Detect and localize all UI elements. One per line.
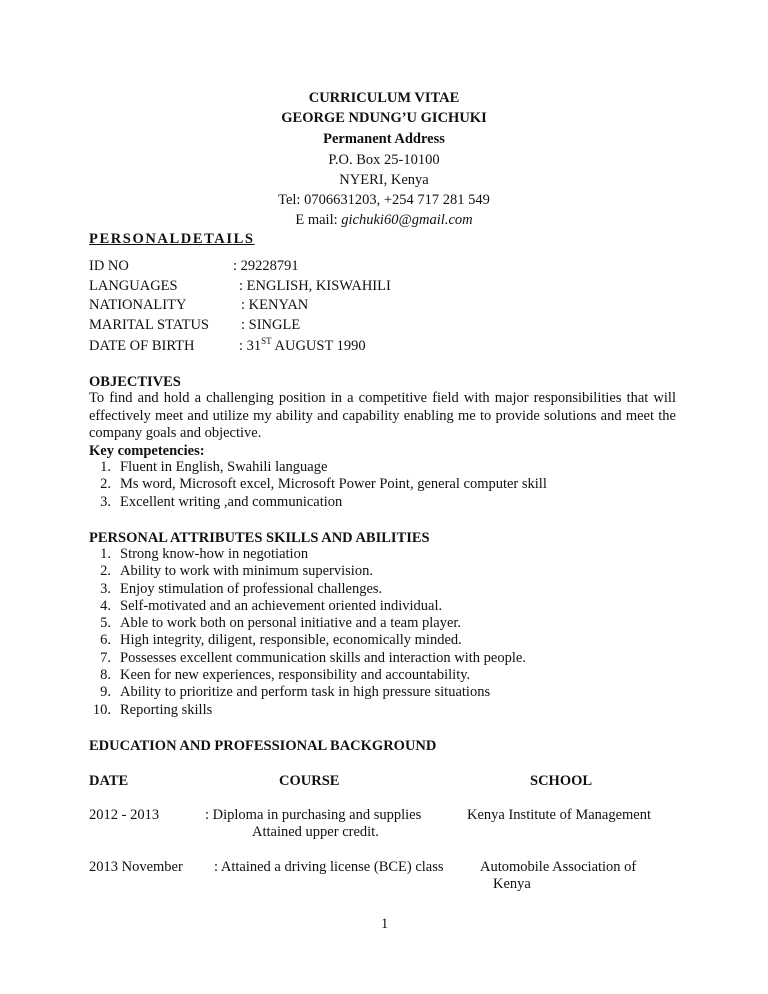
competencies-list [89,459,547,511]
candidate-name: GEORGE NDUNG’U GICHUKI [281,110,487,126]
list-item: 10. Reporting skills [92,701,213,718]
pd-value-dob: : 31ST AUGUST 1990 [239,336,366,354]
list-item: 2. Ms word, Microsoft excel, Microsoft Power Point, general computer skill [100,476,547,493]
pd-label-nationality: NATIONALITY [89,297,187,313]
page-number: 1 [381,916,389,932]
list-item: 3. Enjoy stimulation of professional challenges. [100,580,383,597]
email-label: E mail: [295,212,342,228]
edu-row-1-date: 2012 - 2013 [89,807,160,823]
list-item: 1. Fluent in English, Swahili language [100,459,328,475]
col-course-header: COURSE [279,773,340,789]
list-item: 3. Excellent writing ,and communication [100,493,343,510]
list-item: 9. Ability to prioritize and perform task in high pressure situations [100,684,491,701]
po-box: P.O. Box 25-10100 [328,152,440,168]
personal-details-heading: PERSONALDETAILS [89,231,255,247]
edu-row-2-school-cont: Kenya [493,876,531,892]
competencies-heading: Key competencies: [89,443,205,459]
email-address[interactable]: gichuki60@gmail.com [341,212,473,228]
list-item: 7. Possesses excellent communication skills and interaction with people. [100,649,526,666]
town: NYERI, Kenya [339,172,429,188]
telephone: Tel: 0706631203, +254 717 281 549 [278,192,490,208]
pd-value-marital: : SINGLE [241,317,301,333]
pd-label-marital: MARITAL STATUS [89,317,209,333]
cv-title: CURRICULUM VITAE [308,90,460,106]
pd-value-languages: : ENGLISH, KISWAHILI [239,278,391,294]
pd-value-nationality: : KENYAN [241,297,309,313]
edu-row-1-course: : Diploma in purchasing and supplies [205,807,422,823]
pd-value-id: : 29228791 [233,258,299,274]
list-item: 8. Keen for new experiences, responsibility and accountability. [100,667,471,684]
pd-label-id: ID NO [89,258,129,274]
objectives-text: To find and hold a challenging position in a competitive field with major responsibilities that will effectively meet and utilize my ability and capability enabling me to provide solutions and meet the company goals and objective. [89,390,676,441]
edu-row-1-course-note: Attained upper credit. [252,824,379,840]
edu-row-2-date: 2013 November [89,859,183,875]
pd-label-languages: LANGUAGES [89,278,178,294]
attributes-list [89,546,526,719]
list-item: 4. Self-motivated and an achievement oriented individual. [100,597,443,614]
list-item: 2. Ability to work with minimum supervision. [100,563,373,580]
col-date-header: DATE [89,773,129,789]
address-label: Permanent Address [323,131,445,147]
col-school-header: SCHOOL [530,773,593,789]
list-item: 5. Able to work both on personal initiative and a team player. [100,615,462,632]
list-item: 6. High integrity, diligent, responsible, economically minded. [100,632,462,649]
objectives-heading: OBJECTIVES [89,374,181,390]
education-heading: EDUCATION AND PROFESSIONAL BACKGROUND [89,738,437,754]
edu-row-2-school: Automobile Association of [480,859,637,875]
attributes-heading: PERSONAL ATTRIBUTES SKILLS AND ABILITIES [89,530,430,546]
edu-row-2-course: : Attained a driving license (BCE) class [214,859,444,875]
edu-row-1-school: Kenya Institute of Management [467,807,652,823]
email-line [0,211,768,231]
list-item: 1. Strong know-how in negotiation [100,546,309,562]
pd-label-dob: DATE OF BIRTH [89,338,195,354]
